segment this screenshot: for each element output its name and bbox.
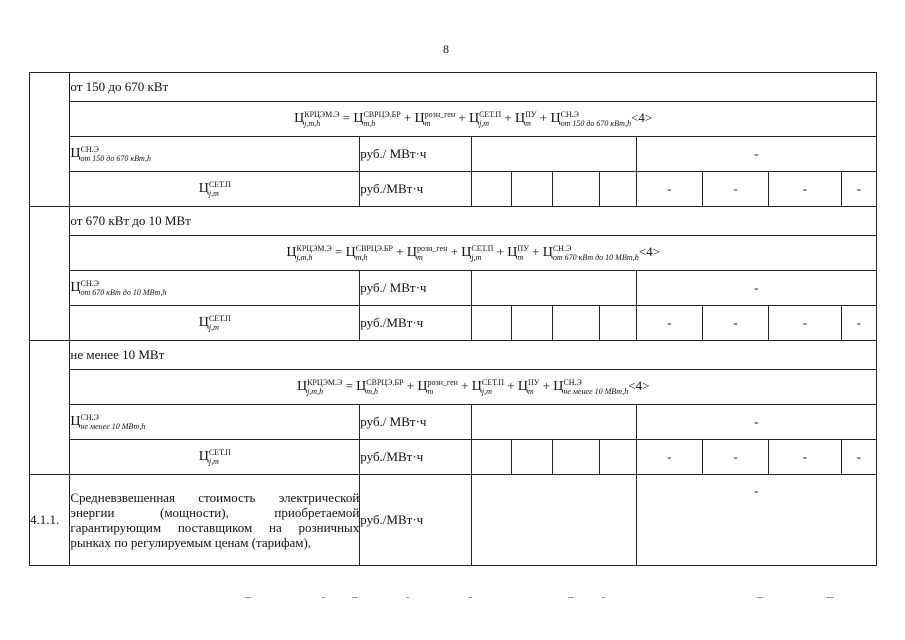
symbol-subscript: j,m,h [304,119,321,128]
symbol-indices [304,110,339,128]
component-price-symbol [70,145,152,163]
formula-operator: + [539,377,554,393]
power-band-label: от 670 кВт до 10 МВт [70,207,877,236]
value-cell: - [702,440,768,475]
symbol-indices [563,378,628,396]
symbol-indices [209,314,231,332]
formula-operator: + [455,109,469,125]
value-cell [600,172,636,207]
page-number: 8 [443,42,449,56]
symbol-superscript: розн_ген [424,110,456,119]
symbol-superscript: СЕТ.П [208,180,231,189]
value-cell: - [769,172,841,207]
symbol-base: Ц [468,110,480,126]
formula-lhs [294,110,340,128]
item-number: 4.1.1. [30,475,70,566]
symbol-indices [417,244,447,262]
symbol-indices [553,244,639,262]
formula-term [353,110,401,128]
footnote-ref: <4> [631,109,653,125]
symbol-indices [525,110,536,128]
formula-term [515,110,537,128]
symbol-superscript: ПУ [525,110,537,119]
formula-operator: + [493,243,508,259]
value-cell [600,306,636,341]
symbol-superscript: СЕТ.П [479,110,502,119]
symbol-superscript: СН.Э [552,244,572,253]
symbol-subscript: от 670 кВт до 10 МВт,h [80,288,167,297]
component-price-symbol [198,448,231,466]
value-cell: - [769,440,841,475]
value-cell: - [769,306,841,341]
symbol-subscript: от 670 кВт до 10 МВт,h [552,253,639,262]
formula-term [471,378,504,396]
symbol-base: Ц [507,244,518,260]
symbol-superscript: КРЦЭМ.Э [307,378,343,387]
component-price-symbol [198,314,231,332]
symbol-base: Ц [414,110,425,126]
symbol-superscript: розн_ген [416,244,448,253]
formula-lhs [286,244,332,262]
symbol-superscript: СВРЦЭ.БР [363,110,401,119]
symbol-base: Ц [198,448,209,464]
formula-operator: + [457,377,472,393]
symbol-superscript: КРЦЭМ.Э [304,110,340,119]
unit-cell: руб./МВт·ч [360,172,472,207]
value-cell-empty [472,475,637,566]
symbol-base: Ц [70,279,81,295]
symbol-subscript: j,m,h [307,387,324,396]
symbol-subscript: j,m,h [296,253,313,262]
symbol-superscript: ПУ [527,378,540,387]
symbol-indices [209,448,231,466]
formula-term [553,378,629,396]
symbol-indices [425,110,455,128]
value-cell: - [702,306,768,341]
symbol-indices [81,279,167,297]
symbol-subscript: j,m [481,387,492,396]
symbol-superscript: розн_ген [427,378,458,387]
symbol-base: Ц [517,378,528,394]
component-symbol [70,440,360,475]
symbol-subscript: m [525,119,531,128]
value-cell: - [636,440,702,475]
symbol-superscript: СЕТ.П [471,244,494,253]
power-band-label: не менее 10 МВт [70,341,877,370]
formula-row [30,370,877,405]
symbol-superscript: СН.Э [80,279,99,288]
value-cell: - [841,306,876,341]
symbol-superscript: СЕТ.П [208,448,231,457]
symbol-indices [427,378,457,396]
value-cell-empty [472,271,637,306]
unit-cell: руб./ МВт·ч [360,271,472,306]
symbol-indices [561,110,632,128]
symbol-superscript: СН.Э [560,110,579,119]
component-price-symbol [70,413,146,431]
symbol-base: Ц [406,244,417,260]
price-formula [70,236,877,271]
symbol-base: Ц [550,110,561,126]
component-row [30,137,877,172]
value-cell-empty [472,137,637,172]
symbol-subscript: от 150 до 670 кВт,h [80,154,152,163]
formula-term [406,244,448,262]
footnote-ref: <4> [638,243,660,259]
unit-cell: руб./ МВт·ч [360,405,472,440]
symbol-subscript: j,m [471,253,482,262]
symbol-superscript: СЕТ.П [208,314,231,323]
symbol-subscript: m [427,387,434,396]
value-cell [472,172,512,207]
component-row [30,306,877,341]
unit-cell: руб./МВт·ч [360,440,472,475]
symbol-superscript: СВРЦЭ.БР [355,244,393,253]
item-description: Средневзвешенная стоимость электрической энергии (мощности), приобретаемой гарантирующим поставщиком на розничных рынках по регулируемым ценам (тарифам), [70,475,360,566]
symbol-base: Ц [461,244,472,260]
bottom-scan-marks [0,597,905,601]
value-cell: - [636,306,702,341]
formula-row [30,236,877,271]
price-formula [70,102,877,137]
symbol-superscript: СВРЦЭ.БР [366,378,404,387]
symbol-indices [209,180,231,198]
band-row [30,341,877,370]
value-cell: - [636,405,876,440]
formula-term [550,110,632,128]
formula-term [345,244,393,262]
symbol-base: Ц [515,110,526,126]
number-cell-empty [30,341,70,475]
symbol-subscript: m,h [363,119,376,128]
formula-operator: + [528,243,543,259]
symbol-base: Ц [286,244,297,260]
component-row [30,440,877,475]
value-cell: - [636,137,876,172]
symbol-subscript: j,m [479,119,490,128]
formula-operator: + [403,377,418,393]
symbol-base: Ц [471,378,482,394]
formula-lhs [296,378,343,396]
value-cell [512,440,552,475]
value-cell: - [636,271,876,306]
component-price-symbol [198,180,231,198]
unit-cell: руб./ МВт·ч [360,137,472,172]
formula-term [417,378,458,396]
value-cell-empty [472,405,637,440]
tariff-table [29,72,877,566]
symbol-indices [528,378,539,396]
component-price-symbol [70,279,167,297]
symbol-superscript: СЕТ.П [481,378,504,387]
formula-row [30,102,877,137]
symbol-subscript: m [424,119,431,128]
component-row [30,405,877,440]
formula-operator: + [400,109,415,125]
value-cell [472,306,512,341]
value-cell: - [636,172,702,207]
symbol-superscript: СН.Э [563,378,582,387]
value-cell [552,306,600,341]
symbol-subscript: от 150 до 670 кВт,h [560,119,632,128]
unit-cell: руб./МВт·ч [360,475,472,566]
symbol-subscript: j,m [208,323,219,332]
component-symbol [70,306,360,341]
symbol-base: Ц [417,378,428,394]
component-row [30,172,877,207]
formula-term [356,378,404,396]
formula-term [507,244,529,262]
formula-operator: + [447,243,462,259]
symbol-subscript: m,h [355,253,368,262]
symbol-base: Ц [70,413,81,429]
symbol-indices [307,378,342,396]
symbol-indices [517,244,528,262]
value-cell: - [841,440,876,475]
symbol-subscript: j,m [208,457,219,466]
symbol-indices [479,110,501,128]
symbol-indices [363,110,400,128]
formula-operator: = [342,377,357,393]
number-cell-empty [30,207,70,341]
symbol-base: Ц [345,244,356,260]
symbol-base: Ц [198,314,209,330]
number-cell-empty [30,73,70,207]
symbol-indices [81,145,152,163]
symbol-subscript: m,h [366,387,379,396]
band-row [30,73,877,102]
symbol-base: Ц [553,378,564,394]
symbol-indices [81,413,146,431]
symbol-base: Ц [70,145,81,161]
formula-operator: = [331,243,346,259]
symbol-indices [297,244,332,262]
value-cell: - [702,172,768,207]
symbol-base: Ц [198,180,209,196]
unit-cell: руб./МВт·ч [360,306,472,341]
symbol-base: Ц [353,110,364,126]
symbol-indices [471,244,493,262]
symbol-subscript: m [517,253,524,262]
symbol-base: Ц [296,378,308,394]
value-cell: - [636,475,876,566]
value-cell [600,440,636,475]
symbol-superscript: СН.Э [80,145,99,154]
formula-term [461,244,494,262]
formula-term [542,244,639,262]
symbol-subscript: m [527,387,534,396]
symbol-superscript: ПУ [517,244,529,253]
footnote-ref: <4> [628,377,650,393]
price-formula [70,370,877,405]
symbol-subscript: не менее 10 МВт,h [563,387,629,396]
value-cell [512,172,552,207]
symbol-indices [356,244,393,262]
power-band-label: от 150 до 670 кВт [70,73,877,102]
item-row-4-1-1 [30,475,877,566]
value-cell [472,440,512,475]
value-cell [552,440,600,475]
formula-operator: + [536,109,551,125]
symbol-subscript: j,m [208,189,219,198]
formula-operator: + [504,377,518,393]
symbol-base: Ц [356,378,367,394]
formula-operator: + [501,109,516,125]
symbol-subscript: не менее 10 МВт,h [80,422,146,431]
component-symbol [70,271,360,306]
formula-term [517,378,540,396]
symbol-base: Ц [542,244,553,260]
value-cell [512,306,552,341]
formula-operator: = [339,109,354,125]
component-symbol [70,405,360,440]
component-row [30,271,877,306]
symbol-base: Ц [294,110,305,126]
symbol-indices [366,378,403,396]
formula-term [468,110,502,128]
component-symbol [70,172,360,207]
symbol-superscript: КРЦЭМ.Э [296,244,332,253]
value-cell [552,172,600,207]
value-cell: - [841,172,876,207]
formula-term [414,110,456,128]
symbol-subscript: m [416,253,423,262]
formula-operator: + [392,243,407,259]
band-row [30,207,877,236]
component-symbol [70,137,360,172]
symbol-superscript: СН.Э [80,413,99,422]
symbol-indices [482,378,504,396]
